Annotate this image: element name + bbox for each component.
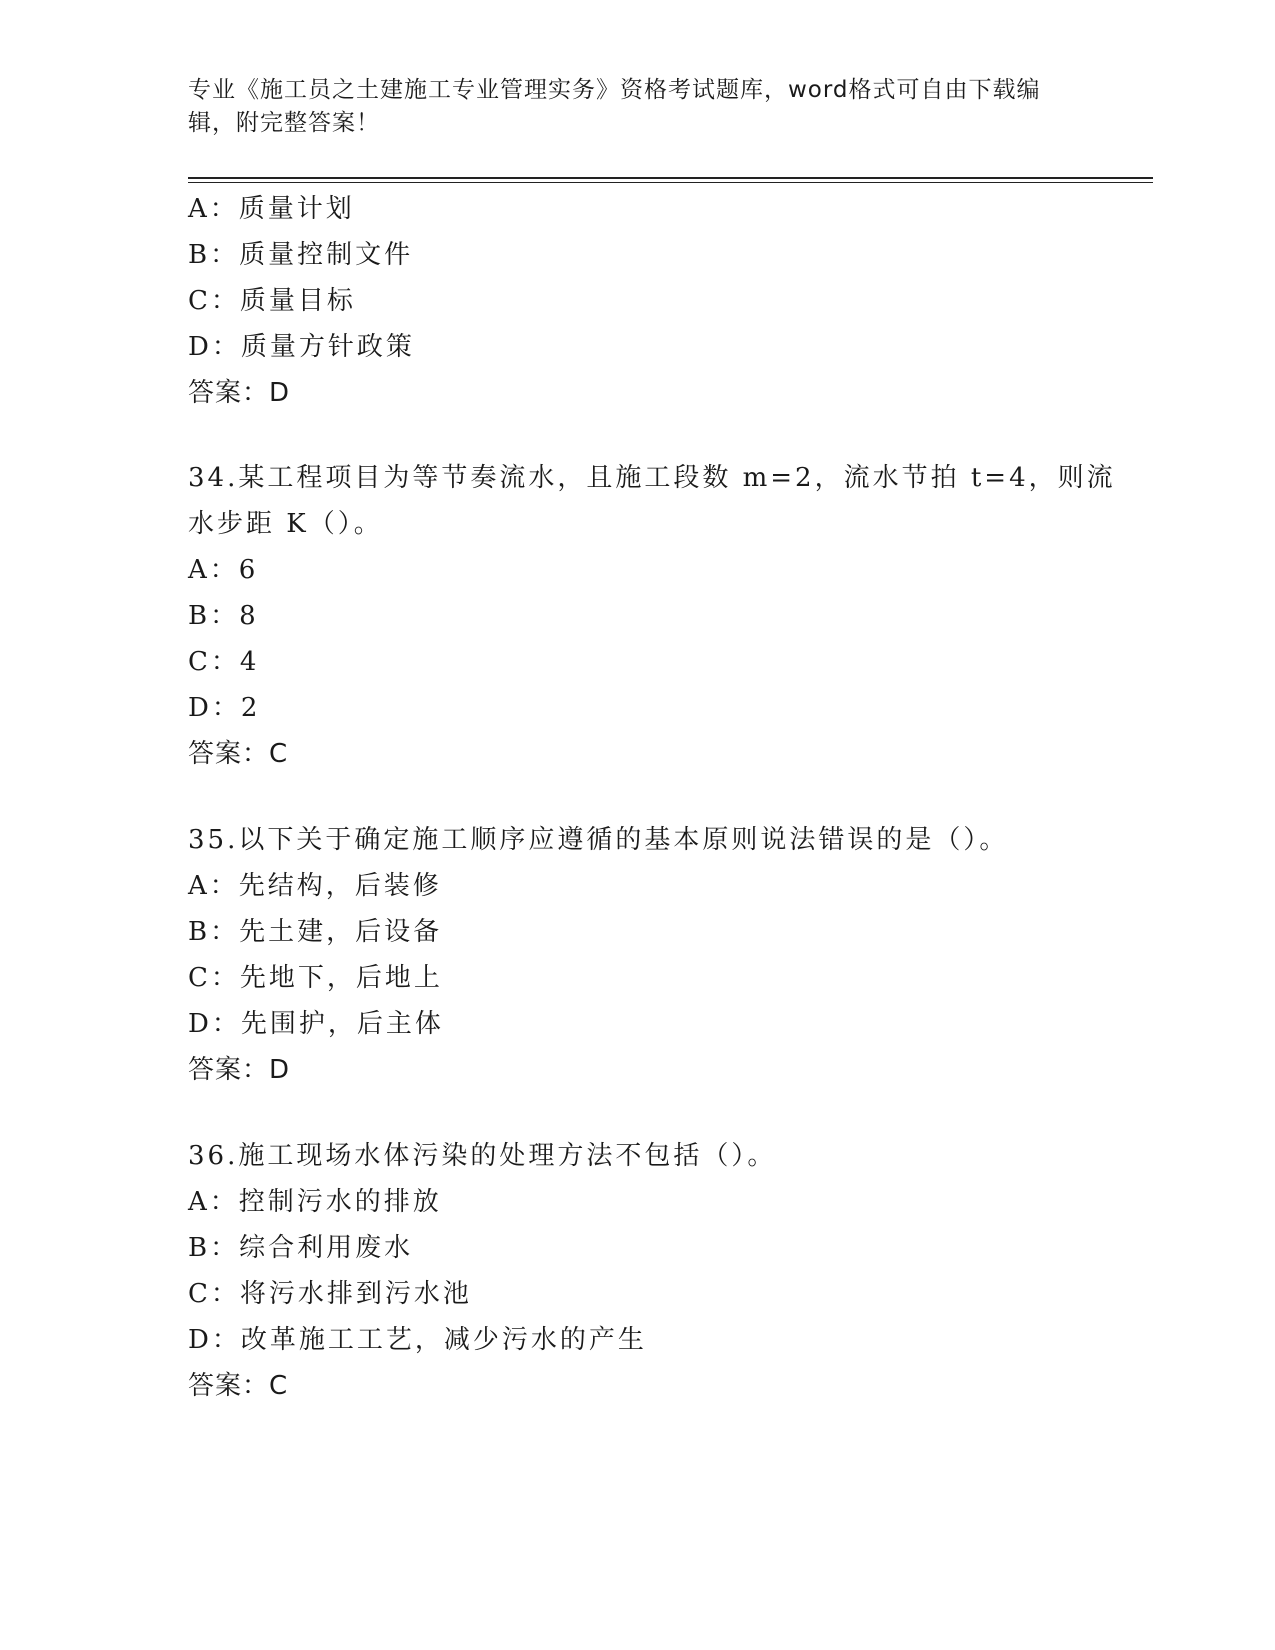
option-a: A：6 xyxy=(188,555,259,585)
option-c: C：将污水排到污水池 xyxy=(188,1279,472,1309)
answer-line: 答案：D xyxy=(188,1055,291,1085)
option-a: A：控制污水的排放 xyxy=(188,1187,442,1217)
header-line-2: 辑，附完整答案！ xyxy=(188,110,380,136)
option-d: D：2 xyxy=(188,693,261,723)
option-b: B：综合利用废水 xyxy=(188,1233,414,1263)
question-text-line-1: 34.某工程项目为等节奏流水，且施工段数 m=2，流水节拍 t=4，则流 xyxy=(188,463,1116,493)
question-block-34 xyxy=(188,455,1116,777)
answer-line: 答案：C xyxy=(188,739,289,769)
option-c: C：质量目标 xyxy=(188,286,356,316)
option-b: B：先土建，后设备 xyxy=(188,917,443,947)
document-header xyxy=(188,74,1068,140)
option-c: C：先地下，后地上 xyxy=(188,963,443,993)
answer-line: 答案：D xyxy=(188,378,291,408)
option-d: D：质量方针政策 xyxy=(188,332,415,362)
option-d: D：改革施工工艺，减少污水的产生 xyxy=(188,1325,647,1355)
header-divider-thick xyxy=(188,177,1153,179)
option-b: B：8 xyxy=(188,601,259,631)
question-block-36 xyxy=(188,1133,1088,1409)
header-line-1: 专业《施工员之土建施工专业管理实务》资格考试题库，word格式可自由下载编 xyxy=(188,77,1041,103)
question-text-line-1: 35.以下关于确定施工顺序应遵循的基本原则说法错误的是（）。 xyxy=(188,825,1009,855)
option-b: B：质量控制文件 xyxy=(188,240,414,270)
option-a: A：先结构，后装修 xyxy=(188,871,442,901)
answer-line: 答案：C xyxy=(188,1371,289,1401)
question-block-33 xyxy=(188,186,1088,416)
question-text-line-1: 36.施工现场水体污染的处理方法不包括（）。 xyxy=(188,1141,777,1171)
option-a: A：质量计划 xyxy=(188,194,355,224)
option-c: C：4 xyxy=(188,647,260,677)
question-block-35 xyxy=(188,817,1088,1093)
option-d: D：先围护，后主体 xyxy=(188,1009,444,1039)
header-divider-thin xyxy=(188,182,1153,183)
question-text-line-2: 水步距 K（）。 xyxy=(188,509,383,539)
